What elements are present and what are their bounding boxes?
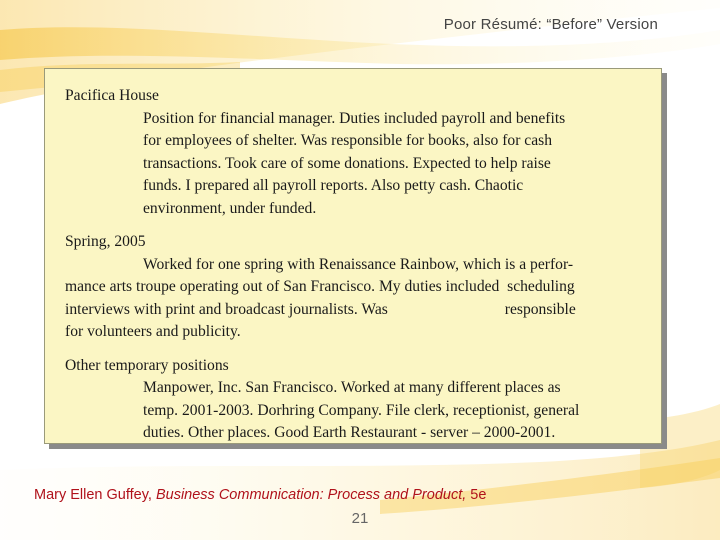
section-heading: Spring, 2005 xyxy=(65,233,146,250)
body-line: environment, under funded. xyxy=(143,199,317,217)
section-heading: Pacifica House xyxy=(65,87,159,104)
body-line: funds. I prepared all payroll reports. Also petty cash. Chaotic xyxy=(143,177,524,194)
body-line: temp. 2001-2003. Dorhring Company. File clerk, receptionist, general xyxy=(143,401,580,419)
footer-author: Mary Ellen Guffey, xyxy=(34,487,156,503)
resume-section-temporary xyxy=(65,355,641,445)
slide-title: Poor Résumé: “Before” Version xyxy=(443,16,658,33)
body-line: Worked for one spring with Renaissance Rainbow, which is a perfor- xyxy=(143,255,574,273)
resume-section-spring xyxy=(65,231,641,344)
body-line: mance arts troupe operating out of San Francisco. My duties included scheduling xyxy=(65,278,575,295)
resume-content-box xyxy=(44,68,662,444)
body-line: for employees of shelter. Was responsible for books, also for cash xyxy=(143,132,552,149)
body-line: transactions. Took care of some donations. Expected to help raise xyxy=(143,154,551,172)
footer-citation xyxy=(34,487,486,503)
resume-section-pacifica xyxy=(65,85,641,220)
page-number: 21 xyxy=(351,510,369,527)
body-line: Manpower, Inc. San Francisco. Worked at many different places as xyxy=(143,379,561,396)
section-body xyxy=(65,377,641,445)
body-line: duties. Other places. Good Earth Restaurant - server – 2000-2001. xyxy=(143,424,556,441)
body-line: interviews with print and broadcast journalists. Was responsible xyxy=(65,300,576,318)
footer-edition: 5e xyxy=(466,487,487,503)
footer-book-title: Business Communication: Process and Product, xyxy=(155,487,467,503)
section-heading: Other temporary positions xyxy=(65,356,229,374)
section-body xyxy=(65,108,641,221)
body-line: Position for financial manager. Duties included payroll and benefits xyxy=(143,109,566,127)
body-line: for volunteers and publicity. xyxy=(65,323,241,340)
